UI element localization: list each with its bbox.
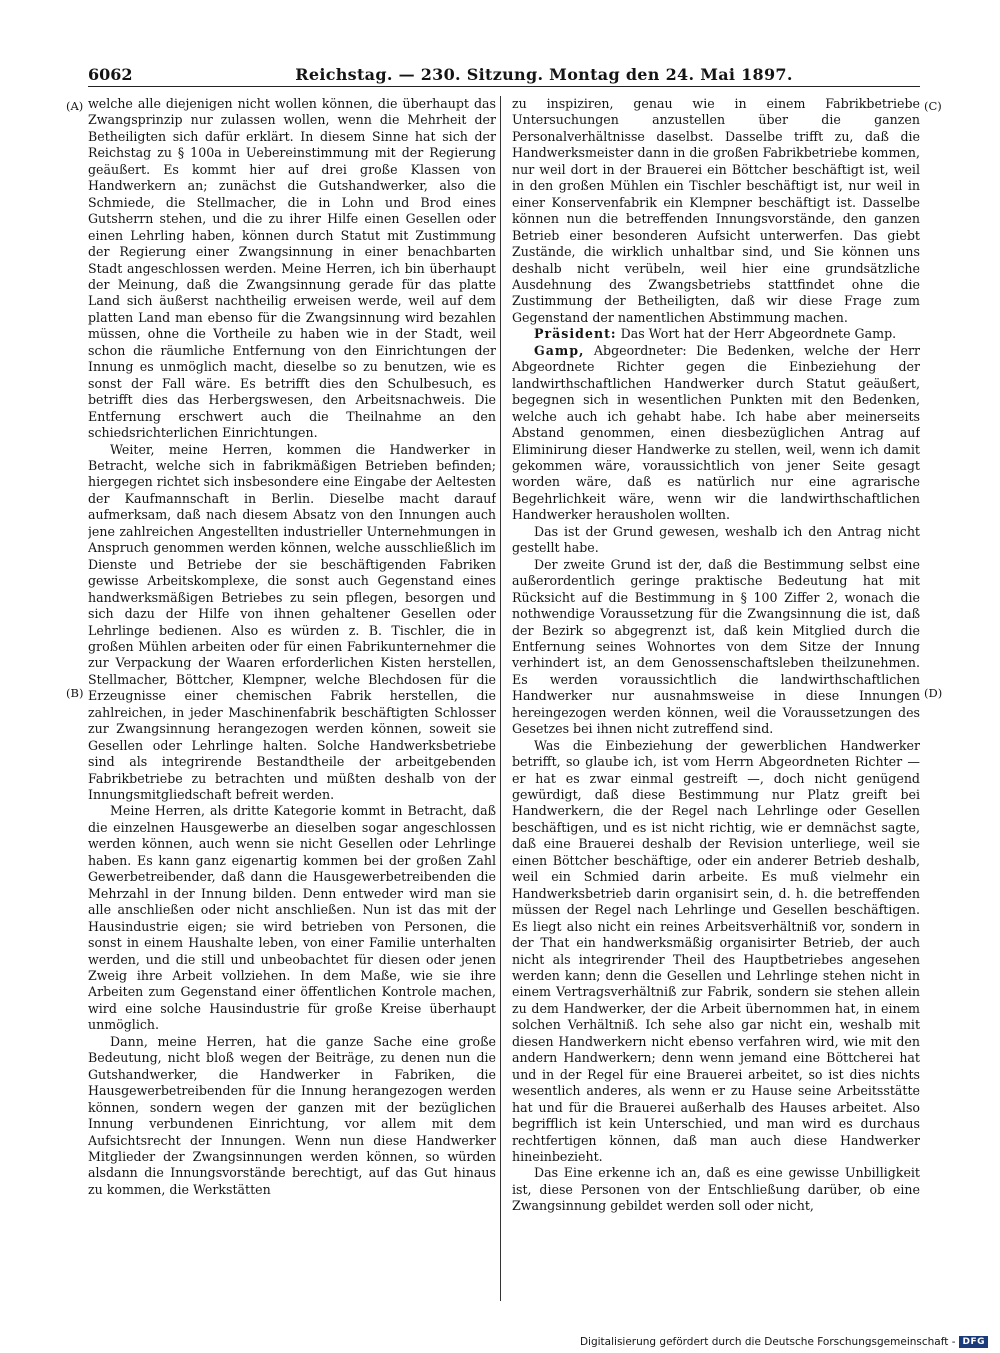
column-divider [500,96,501,1301]
dfg-logo: DFG [959,1336,988,1348]
paragraph: zu inspiziren, genau wie in einem Fabrikbetriebe Untersuchungen anzustellen über die ganzen Personalverhältnisse daselbst. Dasselbe trifft zu, daß die Handwerksmeister dann in die großen Fabrikbetriebe kommen, nur weil dort in der Brauerei ein Böttcher beschäftigt ist, weil in den großen Mühlen ein Tischler beschäftigt ist, nur weil in einer Konservenfabrik ein Klempner beschäftigt ist. Dasselbe können nun die betreffenden Innungsvorstände, den ganzen Betrieb einer besonderen Aufsicht unterwerfen. Das giebt Zustände, die wirklich unhaltbar sind, und Sie können uns deshalb nicht verübeln, weil hier eine grundsätzliche Ausdehnung des Zwangsbetriebs stattfindet ohne die Zustimmung der Betheiligten, daß wir diese Frage zum Gegenstand der namentlichen Abstimmung machen. [512,96,920,325]
page-number: 6062 [88,65,133,84]
speech-text: Das Wort hat der Herr Abgeordnete Gamp. [620,326,897,342]
header-title: Reichstag. — 230. Sitzung. Montag den 24. Mai 1897. [295,65,793,84]
speaker-name: Präsident: [534,326,617,342]
footer-text: Digitalisierung gefördert durch die Deutsche Forschungsgemeinschaft - [579,1336,956,1348]
margin-marker-d: (D) [924,686,943,700]
margin-marker-b: (B) [66,686,84,700]
paragraph: Der zweite Grund ist der, daß die Bestimmung selbst eine außerordentlich geringe praktische Bedeutung hat mit Rücksicht auf die Bestimmung in § 100 Ziffer 2, wonach die nothwendige Voraussetzung für die Zwangsinnung die ist, daß der Bezirk so abgegrenzt ist, daß kein Mitglied durch die Entfernung seines Wohnortes von dem Sitze der Innung verhindert ist, an dem Genossenschaftsleben theilzunehmen. Es werden voraussichtlich die landwirthschaftlichen Handwerker nur ausnahmsweise in diese Innungen hereingezogen werden können, weil die Voraussetzungen des Gesetzes bei ihnen nicht zutreffend sind. [512,556,920,737]
paragraph: Dann, meine Herren, hat die ganze Sache eine große Bedeutung, nicht bloß wegen der Beiträge, zu denen nun die Gutshandwerker, die Handwerker in Fabriken, die Hausgewerbetreibenden für die Innung herangezogen werden können, sondern wegen der ganzen mit der bezüglichen Innung verbundenen Einrichtung, vor allem mit dem Aufsichtsrecht der Innungen. Wenn nun diese Handwerker Mitglieder der Zwangsinnungen werden können, so würden alsdann die Innungsvorstände berechtigt, auf das Gut hinaus zu kommen, die Werkstätten [88,1033,496,1197]
speech-text: Abgeordneter: Die Bedenken, welche der Herr Abgeordnete Richter gegen die Einbeziehung der landwirthschaftlichen Handwerker durch Statut geäußert, begegnen sich in wesentlichen Punkten mit den Bedenken, welche auch ich gehabt habe. Ich habe aber meinerseits Abstand genommen, einen diesbezüglichen Antrag auf Eliminirung dieser Handwerke zu stellen, weil, wenn ich damit gekommen wäre, voraussichtlich von jener Seite gesagt worden wäre, daß es natürlich nur eine agrarische Begehrlichkeit wäre, wenn wir die landwirthschaftlichen Handwerker herausholen wollten. [512,342,920,523]
paragraph [512,343,920,524]
paragraph: welche alle diejenigen nicht wollen können, die überhaupt das Zwangsprinzip nur zulassen wollen, wenn die Mehrheit der Betheiligten sich dafür erklärt. In diesem Sinne hat sich der Reichstag zu § 100a in Uebereinstimmung mit der Regierung geäußert. Es kommt hier auf drei große Klassen von Handwerkern an; zunächst die Gutshandwerker, also die Schmiede, die Stellmacher, die in Lohn und Brod eines Gutsherrn stehen, und die zu ihrer Hilfe einen Gesellen oder einen Lehrling haben, können durch Statut mit Zustimmung der Regierung einer Zwangsinnung in einer benachbarten Stadt angeschlossen werden. Meine Herren, ich bin überhaupt der Meinung, daß die Zwangsinnung gerade für das platte Land sich äußerst nachtheilig erweisen werde, weil auf dem platten Land man ebenso für die Zwangsinnung wird bezahlen müssen, ohne die Vortheile zu haben wie in der Stadt, weil schon die räumliche Entfernung von den Einrichtungen der Innung es unmöglich macht, dieselbe so zu benutzen, wie es sonst der Fall wäre. Es betrifft dies den Schulbesuch, es betrifft dies das Herbergswesen, den Arbeitsnachweis. Die Entfernung erschwert auch die Theilnahme an den schiedsrichterlichen Einrichtungen. [88,96,496,441]
right-column [512,96,920,1301]
paragraph: Weiter, meine Herren, kommen die Handwerker in Betracht, welche sich in fabrikmäßigen Betrieben befinden; hiergegen richtet sich insbesondere eine Eingabe der Aeltesten der Kaufmannschaft in Berlin. Dieselbe macht darauf aufmerksam, daß nach diesem Absatz von den Innungen auch jene zahlreichen Angestellten industrieller Unternehmungen in Anspruch genommen werden können, welche ausschließlich im Dienste und Betriebe der sie beschäftigenden Fabriken gewisse Arbeitskomplexe, die sonst auch Gegenstand eines handwerksmäßigen Betriebes zu sein pflegen, besorgen und sich dazu der Hilfe von ihnen gehaltener Gesellen oder Lehrlinge bedienen. Also es würden z. B. Tischler, die in großen Mühlen arbeiten oder für einen Fabrikunternehmer die zur Verpackung der Waaren erforderlichen Kisten herstellen, Stellmacher, Böttcher, Klempner, welche Blechdosen für die Erzeugnisse einer chemischen Fabrik herstellen, die zahlreichen, in jeder Maschinenfabrik beschäftigten Schlosser zur Zwangsinnung herangezogen werden können, soweit sie Gesellen oder Lehrlinge halten. Solche Handwerksbetriebe sind als integrirende Bestandtheile der arbeitgebenden Fabrikbetriebe zu betrachten und müßten deshalb von der Innungsmitgliedschaft befreit werden. [88,441,496,803]
paragraph [512,326,920,342]
paragraph: Das ist der Grund gewesen, weshalb ich den Antrag nicht gestellt habe. [512,523,920,556]
paragraph: Was die Einbeziehung der gewerblichen Handwerker betrifft, so glaube ich, ist vom Herrn Abgeordneten Richter — er hat es zwar einmal gestreift —, doch nicht genügend gewürdigt, daß diese Bestimmung nur Platz greift bei Handwerkern, die der Regel nach Lehrlinge oder Gesellen beschäftigen, und es ist nicht richtig, wie er demnächst sagte, daß eine Brauerei deshalb der Revision unterliege, weil sie einen Böttcher beschäftige, oder ein anderer Betrieb deshalb, weil ein Schmied darin arbeite. Es muß vielmehr ein Handwerksbetrieb darin organisirt sein, d. h. die betreffenden müssen der Regel nach Lehrlinge und Gesellen beschäftigen. Es liegt also nicht ein reines Arbeitsverhältniß vor, sondern in der That ein handwerksmäßig organisirter Betrieb, der auch nicht als integrirender Theil des Hauptbetriebes angesehen werden kann; denn die Gesellen und Lehrlinge stehen nicht in einem Vertragsverhältniß zur Fabrik, sondern sie stehen allein zu dem Handwerker, der die Arbeit übernommen hat, in einem solchen Verhältniß. Ich sehe also gar nicht ein, weshalb mit diesen Handwerkern nicht ebenso verfahren wird, wie mit den andern Handwerkern; denn wenn jemand eine Böttcherei hat und in der Regel für eine Brauerei arbeitet, so ist dies nichts wesentlich anderes, als wenn er zu Hause seine Arbeitsstätte hat und für die Brauerei außerhalb des Hauses arbeitet. Also begrifflich ist kein Unterschied, und man wird es durchaus rechtfertigen können, daß man auch diese Handwerker hineinbezieht. [512,737,920,1164]
speaker-name: Gamp, [534,342,585,358]
paragraph: Das Eine erkenne ich an, daß es eine gewisse Unbilligkeit ist, diese Personen von der Entschließung darüber, ob eine Zwangsinnung gebildet werden soll oder nicht, [512,1165,920,1214]
page-header [88,58,920,84]
footer [580,1336,988,1348]
paragraph: Meine Herren, als dritte Kategorie kommt in Betracht, daß die einzelnen Hausgewerbe an dieselben sogar angeschlossen werden können, auch wenn sie nicht Gesellen oder Lehrlinge haben. Es kann ganz eigenartig kommen bei der großen Zahl Gewerbetreibender, daß dann die Hausgewerbetreibenden die Mehrzahl in der Innung bilden. Denn entweder wird man sie alle anschließen oder nicht anschließen. Nun ist das mit der Hausindustrie eigen; sie wird betrieben von Personen, die sonst in einem Haushalte leben, von einer Familie unterhalten werden, und die still und unbeobachtet für diesen oder jenen Zweig ihre Arbeit vollziehen. In dem Maße, wie sie ihre Arbeiten zum Gegenstand einer öffentlichen Kontrole machen, wird eine solche Hausindustrie für große Kreise überhaupt unmöglich. [88,803,496,1033]
margin-marker-c: (C) [924,99,942,113]
margin-marker-a: (A) [66,99,84,113]
left-column [88,96,496,1301]
header-rule [88,86,920,87]
